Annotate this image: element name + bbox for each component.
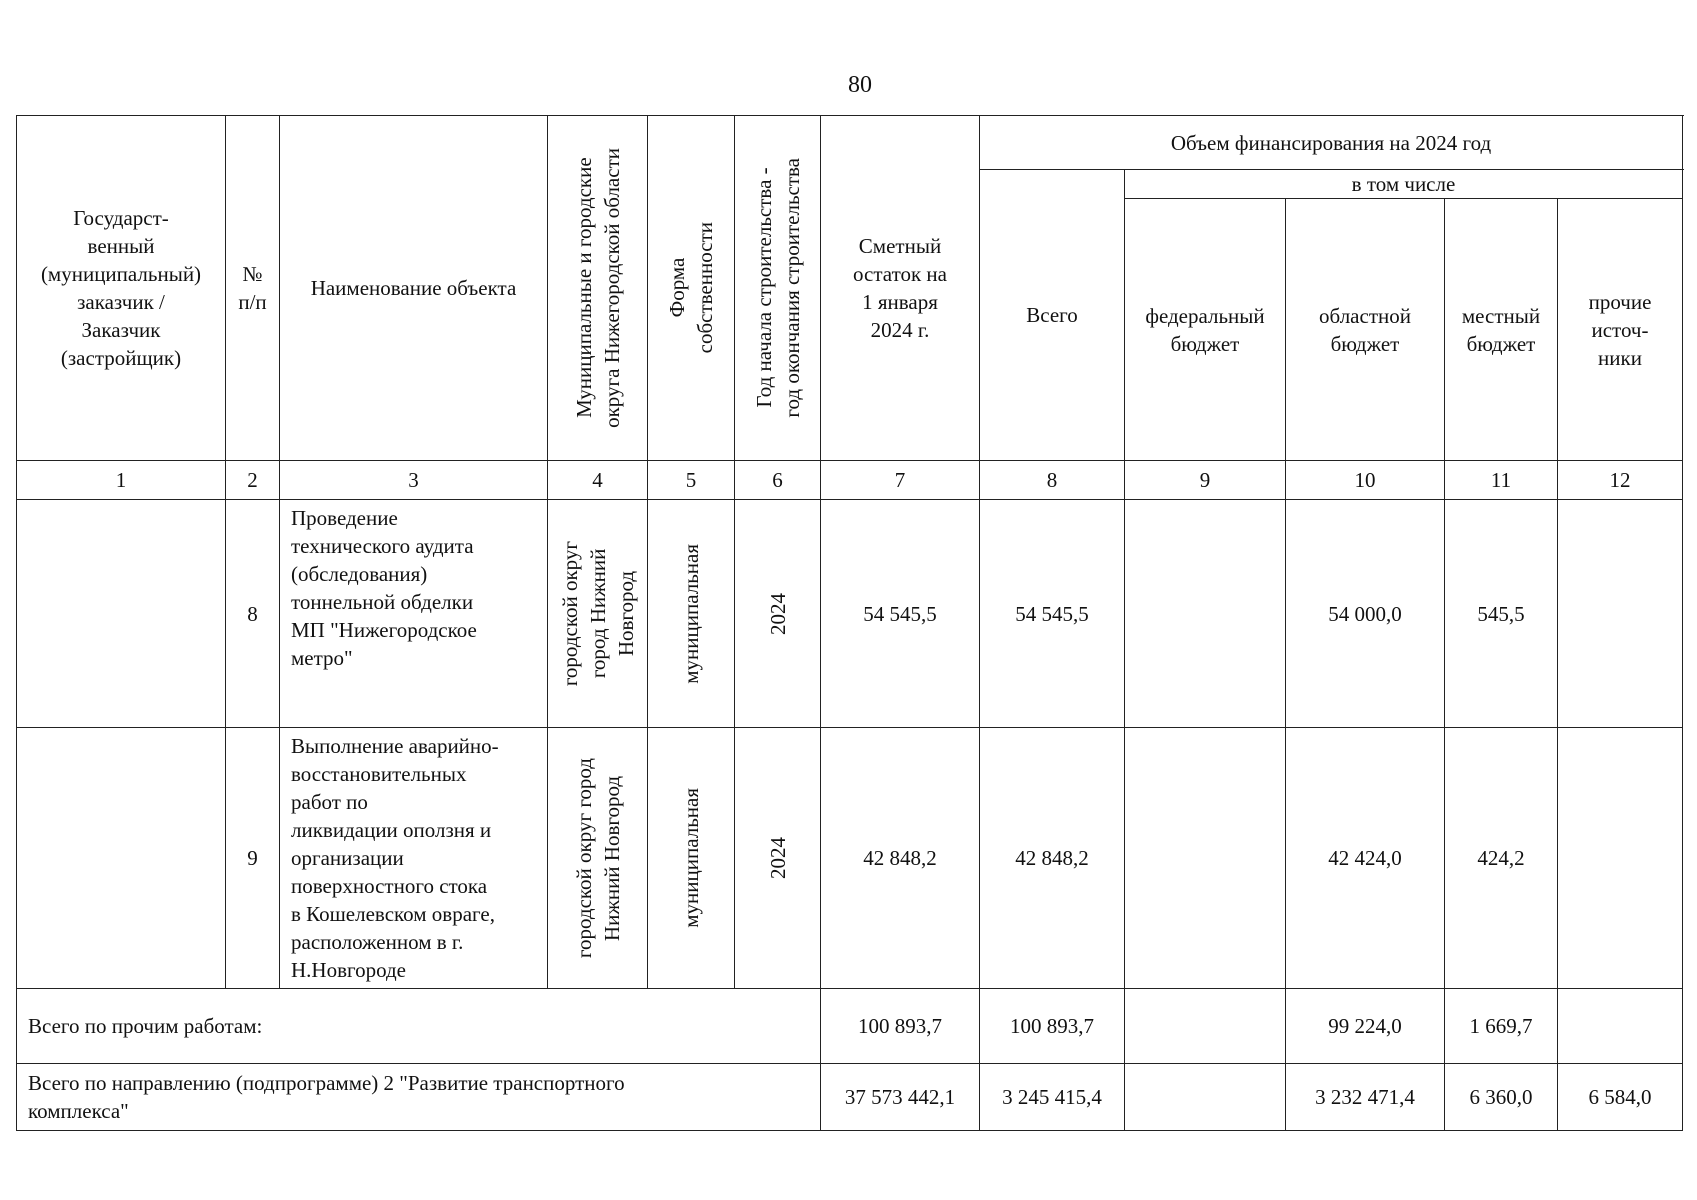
row-local: 545,5	[1445, 500, 1558, 728]
total-row	[17, 1064, 1683, 1131]
header-number: № п/п	[226, 116, 280, 461]
total-other	[1558, 989, 1683, 1064]
row-estimate: 54 545,5	[821, 500, 980, 728]
header-customer: Государст- венный (муниципальный) заказчик / Заказчик (застройщик)	[17, 116, 226, 461]
total-total: 3 245 415,4	[980, 1064, 1125, 1131]
header-financing-title: Объем финансирования на 2024 год	[980, 116, 1683, 170]
total-other: 6 584,0	[1558, 1064, 1683, 1131]
row-ownership	[648, 728, 735, 989]
total-local: 6 360,0	[1445, 1064, 1558, 1131]
column-number: 2	[226, 461, 280, 500]
row-object-name: Выполнение аварийно- восстановительных работ по ликвидации оползня и организации поверхностного стока в Кошелевском овраге, расположенном в г. Н.Новгороде	[280, 728, 548, 989]
row-other	[1558, 728, 1683, 989]
column-number: 8	[980, 461, 1125, 500]
row-years	[735, 728, 821, 989]
total-total: 100 893,7	[980, 989, 1125, 1064]
row-municipality-text: городской округ город Нижний Новгород	[557, 540, 638, 687]
column-number: 3	[280, 461, 548, 500]
row-ownership	[648, 500, 735, 728]
header-years-text: Год начала строительства - год окончания строительства	[751, 158, 804, 418]
header-municipality	[548, 116, 648, 461]
header-other: прочие источ- ники	[1558, 199, 1683, 461]
row-other	[1558, 500, 1683, 728]
total-label: Всего по прочим работам:	[17, 989, 821, 1064]
column-number: 5	[648, 461, 735, 500]
row-number: 9	[226, 728, 280, 989]
row-federal	[1125, 500, 1286, 728]
header-years	[735, 116, 821, 461]
header-total: Всего	[980, 170, 1125, 461]
total-label: Всего по направлению (подпрограмме) 2 "Развитие транспортного комплекса"	[17, 1064, 821, 1131]
row-ownership-text: муниципальная	[679, 543, 703, 684]
row-estimate: 42 848,2	[821, 728, 980, 989]
total-federal	[1125, 1064, 1286, 1131]
column-number: 9	[1125, 461, 1286, 500]
header-ownership-text: Форма собственности	[665, 222, 717, 354]
column-number: 11	[1445, 461, 1558, 500]
header-local: местный бюджет	[1445, 199, 1558, 461]
total-estimate: 100 893,7	[821, 989, 980, 1064]
total-regional: 3 232 471,4	[1286, 1064, 1445, 1131]
header-federal: федеральный бюджет	[1125, 199, 1286, 461]
row-ownership-text: муниципальная	[679, 788, 703, 928]
header-including: в том числе	[1125, 170, 1683, 199]
row-years-text: 2024	[765, 592, 790, 635]
row-total: 42 848,2	[980, 728, 1125, 989]
total-regional: 99 224,0	[1286, 989, 1445, 1064]
row-regional: 54 000,0	[1286, 500, 1445, 728]
row-customer	[17, 500, 226, 728]
row-total: 54 545,5	[980, 500, 1125, 728]
table-row	[17, 500, 1683, 728]
row-federal	[1125, 728, 1286, 989]
column-number: 6	[735, 461, 821, 500]
page-number: 80	[848, 72, 872, 98]
row-number: 8	[226, 500, 280, 728]
row-customer	[17, 728, 226, 989]
row-municipality	[548, 728, 648, 989]
total-estimate: 37 573 442,1	[821, 1064, 980, 1131]
column-number: 4	[548, 461, 648, 500]
header-estimate: Сметный остаток на 1 января 2024 г.	[821, 116, 980, 461]
header-regional: областной бюджет	[1286, 199, 1445, 461]
total-row	[17, 989, 1683, 1064]
row-object-name: Проведение технического аудита (обследования) тоннельной обделки МП "Нижегородское метро"	[280, 500, 548, 728]
column-numbers-row	[17, 461, 1683, 500]
column-number: 12	[1558, 461, 1683, 500]
column-number: 1	[17, 461, 226, 500]
header-object-name: Наименование объекта	[280, 116, 548, 461]
row-regional: 42 424,0	[1286, 728, 1445, 989]
column-number: 7	[821, 461, 980, 500]
total-local: 1 669,7	[1445, 989, 1558, 1064]
financing-table	[16, 115, 1683, 1131]
row-years	[735, 500, 821, 728]
row-years-text: 2024	[765, 837, 790, 879]
row-municipality-text: городской округ город Нижний Новгород	[571, 757, 624, 959]
column-number: 10	[1286, 461, 1445, 500]
table-row	[17, 728, 1683, 989]
row-municipality	[548, 500, 648, 728]
row-local: 424,2	[1445, 728, 1558, 989]
header-municipality-text: Муниципальные и городские округа Нижегородской области	[571, 148, 624, 428]
header-ownership	[648, 116, 735, 461]
total-federal	[1125, 989, 1286, 1064]
